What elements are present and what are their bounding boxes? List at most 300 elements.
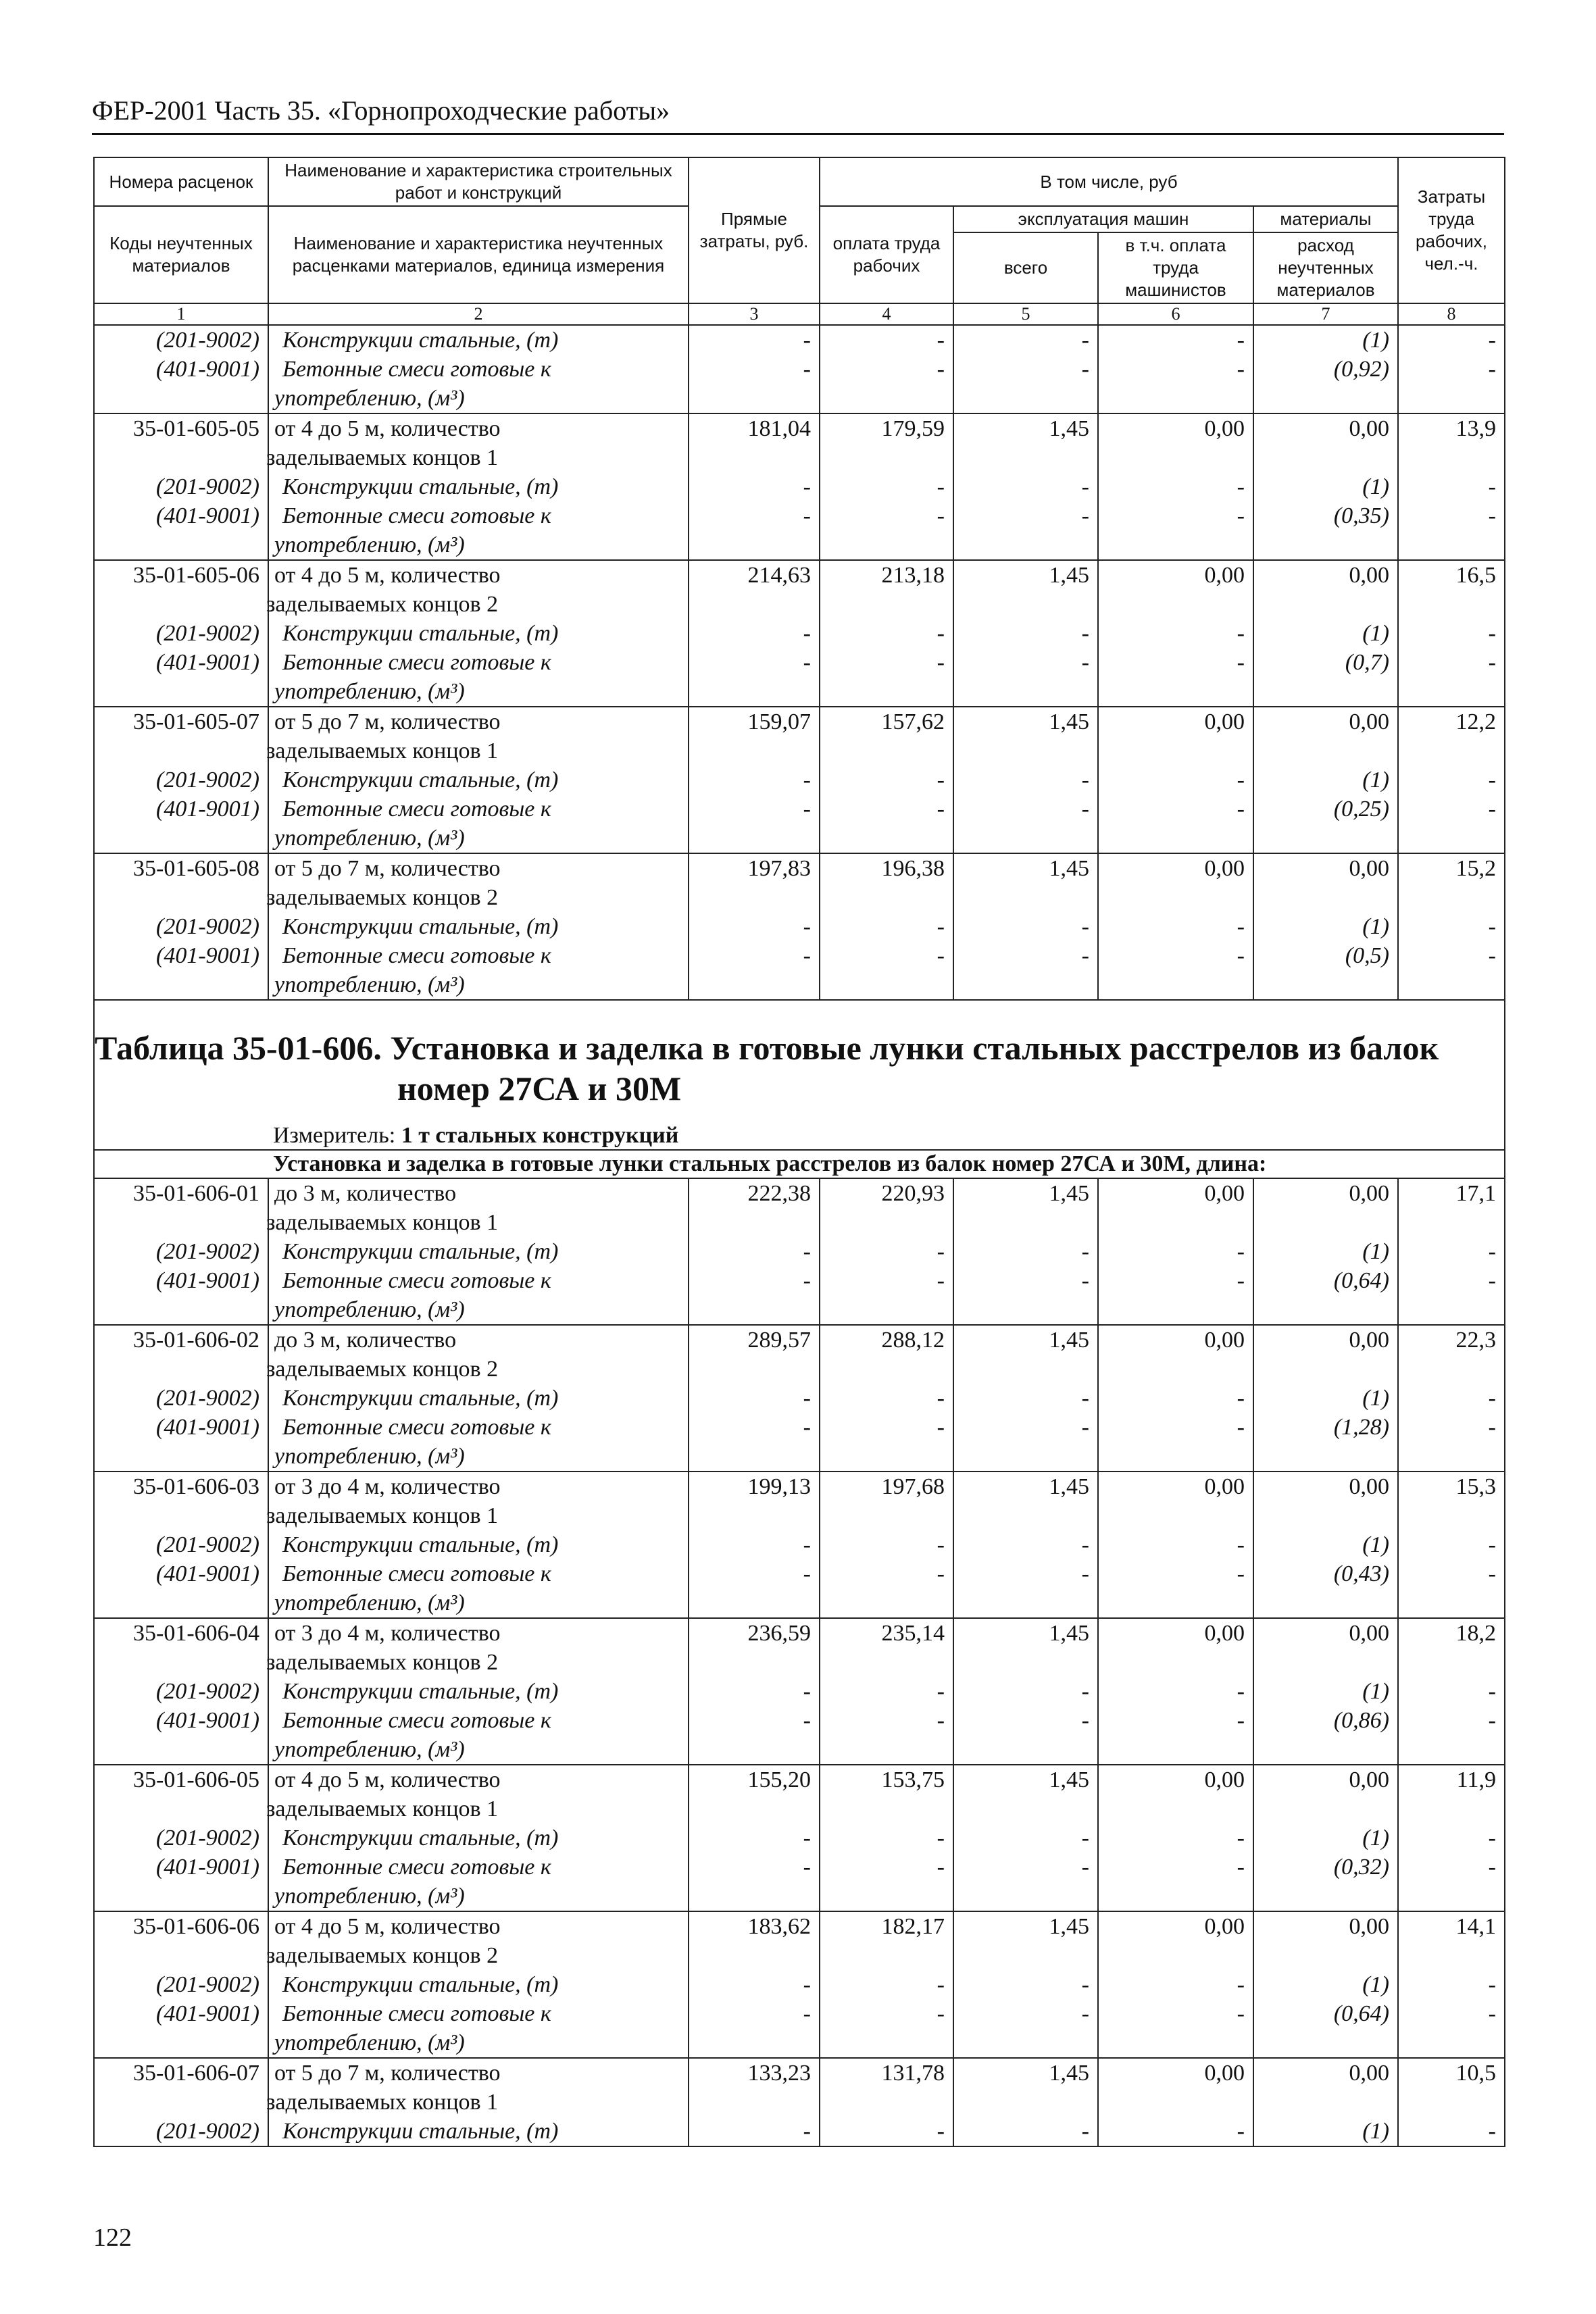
material-row <box>94 1853 1505 1882</box>
empty-cell <box>689 1648 820 1677</box>
material-name: Конструкции стальные, (т) <box>268 912 689 941</box>
material-code: (401-9001) <box>94 1266 268 1295</box>
empty-cell <box>820 1295 953 1325</box>
name-continuation: заделываемых концов 1 <box>268 736 689 765</box>
machines-total-cell: - <box>953 795 1098 824</box>
operator-pay-cell: - <box>1098 912 1253 941</box>
machines-total-cell: 1,45 <box>953 1765 1098 1794</box>
operator-pay-cell: 0,00 <box>1098 1911 1253 1941</box>
machines-total-cell: 1,45 <box>953 1178 1098 1208</box>
header-unaccounted-codes: Коды неучтенных материалов <box>94 206 268 303</box>
labor-hours-cell: - <box>1398 472 1505 501</box>
labor-hours-cell: - <box>1398 1384 1505 1413</box>
rate-row <box>94 560 1505 590</box>
material-name: Бетонные смеси готовые к <box>268 1706 689 1735</box>
rate-code: 35-01-606-01 <box>94 1178 268 1208</box>
labor-hours-cell: 14,1 <box>1398 1911 1505 1941</box>
rate-code: 35-01-606-04 <box>94 1618 268 1648</box>
machines-total-cell: - <box>953 765 1098 795</box>
direct-costs-cell: - <box>689 765 820 795</box>
labor-pay-cell: - <box>820 1970 953 1999</box>
operator-pay-cell: 0,00 <box>1098 853 1253 883</box>
empty-cell <box>1098 1442 1253 1472</box>
operator-pay-cell: - <box>1098 765 1253 795</box>
col-number: 1 <box>94 303 268 325</box>
material-name: Конструкции стальные, (т) <box>268 1530 689 1559</box>
direct-costs-cell: 197,83 <box>689 853 820 883</box>
labor-hours-cell: - <box>1398 1266 1505 1295</box>
materials-cell: (1) <box>1253 1237 1398 1266</box>
material-code: (401-9001) <box>94 1706 268 1735</box>
empty-cell <box>820 1941 953 1970</box>
labor-hours-cell: 13,9 <box>1398 413 1505 443</box>
materials-cell: 0,00 <box>1253 413 1398 443</box>
labor-hours-cell: - <box>1398 2117 1505 2146</box>
direct-costs-cell: - <box>689 941 820 970</box>
rate-name: до 3 м, количество <box>268 1178 689 1208</box>
materials-cell: (1) <box>1253 765 1398 795</box>
header-unaccounted-consumption: расход неучтенных материалов <box>1253 232 1398 303</box>
empty-cell <box>953 824 1098 853</box>
material-name: Бетонные смеси готовые к <box>268 941 689 970</box>
table-title-line1: Таблица 35-01-606. Установка и заделка в готовые лунки стальных расстрелов из балок <box>95 1029 1439 1067</box>
empty-cell <box>689 1501 820 1530</box>
labor-pay-cell: - <box>820 472 953 501</box>
machines-total-cell: - <box>953 1413 1098 1442</box>
continuation-row <box>94 1882 1505 1911</box>
empty-cell <box>1398 1501 1505 1530</box>
material-name: Бетонные смеси готовые к <box>268 355 689 384</box>
rate-block <box>94 325 1505 413</box>
materials-cell: (1,28) <box>1253 1413 1398 1442</box>
empty-cell <box>1098 384 1253 413</box>
labor-hours-cell: 15,2 <box>1398 853 1505 883</box>
machines-total-cell: - <box>953 1999 1098 2028</box>
continuation-row <box>94 384 1505 413</box>
labor-pay-cell: 213,18 <box>820 560 953 590</box>
direct-costs-cell: 236,59 <box>689 1618 820 1648</box>
empty-cell <box>1253 1501 1398 1530</box>
operator-pay-cell: - <box>1098 619 1253 648</box>
rate-name: от 4 до 5 м, количество <box>268 1911 689 1941</box>
labor-pay-cell: - <box>820 941 953 970</box>
materials-cell: (0,64) <box>1253 1266 1398 1295</box>
empty-cell <box>1253 1208 1398 1237</box>
material-name: Конструкции стальные, (т) <box>268 619 689 648</box>
empty-cell <box>1398 2028 1505 2058</box>
empty-cell <box>94 1794 268 1823</box>
col-number: 4 <box>820 303 953 325</box>
labor-pay-cell: - <box>820 1237 953 1266</box>
labor-hours-cell: - <box>1398 1706 1505 1735</box>
material-row <box>94 472 1505 501</box>
empty-cell <box>94 1648 268 1677</box>
empty-cell <box>1398 1355 1505 1384</box>
machines-total-cell: - <box>953 1384 1098 1413</box>
direct-costs-cell: 183,62 <box>689 1911 820 1941</box>
empty-cell <box>1253 1941 1398 1970</box>
material-name: Конструкции стальные, (т) <box>268 325 689 355</box>
material-row <box>94 1999 1505 2028</box>
empty-cell <box>820 590 953 619</box>
name-continuation: заделываемых концов 2 <box>268 1648 689 1677</box>
empty-cell <box>689 1794 820 1823</box>
material-code: (401-9001) <box>94 795 268 824</box>
empty-cell <box>820 1882 953 1911</box>
direct-costs-cell: - <box>689 795 820 824</box>
material-row <box>94 795 1505 824</box>
empty-cell <box>1098 590 1253 619</box>
name-continuation: употреблению, (м³) <box>268 2028 689 2058</box>
rate-name: от 5 до 7 м, количество <box>268 707 689 736</box>
labor-hours-cell: 12,2 <box>1398 707 1505 736</box>
empty-cell <box>820 1208 953 1237</box>
rate-row <box>94 1178 1505 1208</box>
material-code: (201-9002) <box>94 325 268 355</box>
materials-cell: (1) <box>1253 1530 1398 1559</box>
materials-cell: 0,00 <box>1253 707 1398 736</box>
empty-cell <box>1398 824 1505 853</box>
operator-pay-cell: - <box>1098 1970 1253 1999</box>
material-name: Конструкции стальные, (т) <box>268 1384 689 1413</box>
empty-cell <box>1098 1882 1253 1911</box>
material-code: (201-9002) <box>94 1237 268 1266</box>
material-name: Бетонные смеси готовые к <box>268 501 689 530</box>
empty-cell <box>1253 1882 1398 1911</box>
empty-cell <box>689 443 820 472</box>
rate-name: от 4 до 5 м, количество <box>268 413 689 443</box>
empty-cell <box>1098 1588 1253 1618</box>
continuation-row <box>94 677 1505 707</box>
direct-costs-cell: - <box>689 1677 820 1706</box>
material-code: (201-9002) <box>94 1970 268 1999</box>
unit-line <box>95 1109 1504 1149</box>
name-continuation: употреблению, (м³) <box>268 1442 689 1472</box>
empty-cell <box>1098 1208 1253 1237</box>
col-number: 5 <box>953 303 1098 325</box>
operator-pay-cell: - <box>1098 1706 1253 1735</box>
empty-cell <box>94 1882 268 1911</box>
empty-cell <box>1398 1588 1505 1618</box>
continuation-row <box>94 2028 1505 2058</box>
header-direct-costs: Прямые затраты, руб. <box>689 157 820 303</box>
operator-pay-cell: - <box>1098 1413 1253 1442</box>
rate-code: 35-01-605-07 <box>94 707 268 736</box>
material-name: Бетонные смеси готовые к <box>268 1266 689 1295</box>
empty-cell <box>953 1794 1098 1823</box>
operator-pay-cell: - <box>1098 1237 1253 1266</box>
material-code: (401-9001) <box>94 355 268 384</box>
empty-cell <box>94 1442 268 1472</box>
empty-cell <box>94 1501 268 1530</box>
name-continuation: употреблению, (м³) <box>268 1295 689 1325</box>
empty-cell <box>820 736 953 765</box>
empty-cell <box>689 883 820 912</box>
material-row <box>94 1970 1505 1999</box>
empty-cell <box>94 443 268 472</box>
header-work-name: Наименование и характеристика строительных работ и конструкций <box>268 157 689 206</box>
labor-pay-cell: - <box>820 765 953 795</box>
machines-total-cell: - <box>953 1823 1098 1853</box>
operator-pay-cell: 0,00 <box>1098 1472 1253 1501</box>
direct-costs-cell: - <box>689 1413 820 1442</box>
empty-cell <box>94 1295 268 1325</box>
empty-cell <box>953 1501 1098 1530</box>
rates-table <box>93 157 1505 2147</box>
material-name: Бетонные смеси готовые к <box>268 648 689 677</box>
empty-cell <box>953 530 1098 560</box>
materials-cell: (1) <box>1253 619 1398 648</box>
header-labor-costs: Затраты труда рабочих, чел.-ч. <box>1398 157 1505 303</box>
direct-costs-cell: 181,04 <box>689 413 820 443</box>
empty-cell <box>1098 883 1253 912</box>
rate-row <box>94 1765 1505 1794</box>
header-total: всего <box>953 232 1098 303</box>
labor-pay-cell: - <box>820 1706 953 1735</box>
empty-cell <box>953 1588 1098 1618</box>
continuation-row <box>94 443 1505 472</box>
direct-costs-cell: - <box>689 912 820 941</box>
labor-hours-cell: - <box>1398 619 1505 648</box>
continuation-row <box>94 883 1505 912</box>
operator-pay-cell: 0,00 <box>1098 707 1253 736</box>
rate-block <box>94 2058 1505 2146</box>
machines-total-cell: - <box>953 912 1098 941</box>
continuation-row <box>94 1941 1505 1970</box>
material-row <box>94 1237 1505 1266</box>
empty-cell <box>689 970 820 1000</box>
labor-hours-cell: - <box>1398 941 1505 970</box>
materials-cell: (0,43) <box>1253 1559 1398 1588</box>
empty-cell <box>1253 824 1398 853</box>
material-code: (401-9001) <box>94 1559 268 1588</box>
materials-cell: 0,00 <box>1253 560 1398 590</box>
header-labor-pay: оплата труда рабочих <box>820 206 953 303</box>
empty-cell <box>953 1295 1098 1325</box>
materials-cell: (1) <box>1253 1677 1398 1706</box>
empty-cell <box>953 384 1098 413</box>
materials-cell: (0,64) <box>1253 1999 1398 2028</box>
empty-cell <box>820 384 953 413</box>
labor-hours-cell: - <box>1398 1237 1505 1266</box>
direct-costs-cell: - <box>689 619 820 648</box>
empty-cell <box>94 1588 268 1618</box>
empty-cell <box>689 1882 820 1911</box>
machines-total-cell: 1,45 <box>953 1472 1098 1501</box>
machines-total-cell: - <box>953 325 1098 355</box>
empty-cell <box>689 1588 820 1618</box>
direct-costs-cell: 214,63 <box>689 560 820 590</box>
name-continuation: употреблению, (м³) <box>268 384 689 413</box>
labor-pay-cell: 153,75 <box>820 1765 953 1794</box>
unit-value: 1 т стальных конструкций <box>401 1123 679 1148</box>
machines-total-cell: 1,45 <box>953 2058 1098 2088</box>
machines-total-cell: 1,45 <box>953 853 1098 883</box>
direct-costs-cell: - <box>689 1530 820 1559</box>
empty-cell <box>94 1941 268 1970</box>
direct-costs-cell: - <box>689 1970 820 1999</box>
continuation-row <box>94 1442 1505 1472</box>
operator-pay-cell: - <box>1098 355 1253 384</box>
materials-cell: (0,7) <box>1253 648 1398 677</box>
material-row <box>94 1677 1505 1706</box>
empty-cell <box>953 443 1098 472</box>
material-row <box>94 1266 1505 1295</box>
material-row <box>94 1706 1505 1735</box>
material-name: Бетонные смеси готовые к <box>268 1999 689 2028</box>
empty-cell <box>94 677 268 707</box>
material-name: Бетонные смеси готовые к <box>268 1853 689 1882</box>
continuation-row <box>94 736 1505 765</box>
labor-pay-cell: 182,17 <box>820 1911 953 1941</box>
empty-cell <box>1253 883 1398 912</box>
labor-pay-cell: - <box>820 1823 953 1853</box>
empty-cell <box>1398 1941 1505 1970</box>
labor-hours-cell: 17,1 <box>1398 1178 1505 1208</box>
machines-total-cell: 1,45 <box>953 1618 1098 1648</box>
name-continuation: заделываемых концов 1 <box>268 1501 689 1530</box>
continuation-row <box>94 1648 1505 1677</box>
material-row <box>94 325 1505 355</box>
material-row <box>94 619 1505 648</box>
materials-cell: (0,86) <box>1253 1706 1398 1735</box>
empty-cell <box>1398 677 1505 707</box>
table-title <box>95 1028 1504 1109</box>
empty-cell <box>1098 1648 1253 1677</box>
rate-row <box>94 413 1505 443</box>
labor-pay-cell: - <box>820 795 953 824</box>
empty-cell <box>953 970 1098 1000</box>
material-row <box>94 1559 1505 1588</box>
empty-cell <box>1253 384 1398 413</box>
materials-cell: (1) <box>1253 2117 1398 2146</box>
continuation-row <box>94 1735 1505 1765</box>
material-code: (401-9001) <box>94 1853 268 1882</box>
empty-cell <box>689 1295 820 1325</box>
rate-code: 35-01-606-05 <box>94 1765 268 1794</box>
materials-cell: (0,35) <box>1253 501 1398 530</box>
empty-cell <box>1253 590 1398 619</box>
labor-pay-cell: 131,78 <box>820 2058 953 2088</box>
labor-hours-cell: - <box>1398 325 1505 355</box>
direct-costs-cell: 159,07 <box>689 707 820 736</box>
material-code: (401-9001) <box>94 501 268 530</box>
operator-pay-cell: - <box>1098 648 1253 677</box>
material-code: (201-9002) <box>94 1530 268 1559</box>
empty-cell <box>1253 1355 1398 1384</box>
labor-pay-cell: - <box>820 1559 953 1588</box>
direct-costs-cell: - <box>689 648 820 677</box>
material-name: Конструкции стальные, (т) <box>268 1677 689 1706</box>
machines-total-cell: - <box>953 1677 1098 1706</box>
material-row <box>94 1384 1505 1413</box>
labor-hours-cell: - <box>1398 765 1505 795</box>
materials-cell: 0,00 <box>1253 853 1398 883</box>
page-number: 122 <box>93 2223 132 2252</box>
machines-total-cell: - <box>953 941 1098 970</box>
empty-cell <box>94 384 268 413</box>
operator-pay-cell: - <box>1098 501 1253 530</box>
empty-cell <box>1253 1735 1398 1765</box>
name-continuation: заделываемых концов 2 <box>268 883 689 912</box>
material-name: Бетонные смеси готовые к <box>268 1413 689 1442</box>
rate-block <box>94 1765 1505 1911</box>
material-name: Конструкции стальные, (т) <box>268 765 689 795</box>
rate-block <box>94 560 1505 707</box>
empty-cell <box>953 2028 1098 2058</box>
materials-cell: (1) <box>1253 912 1398 941</box>
col-number: 6 <box>1098 303 1253 325</box>
empty-cell <box>1398 1648 1505 1677</box>
operator-pay-cell: - <box>1098 1853 1253 1882</box>
materials-cell: (1) <box>1253 325 1398 355</box>
rate-block <box>94 1911 1505 2058</box>
material-name: Конструкции стальные, (т) <box>268 472 689 501</box>
rate-code: 35-01-606-06 <box>94 1911 268 1941</box>
machines-total-cell: - <box>953 1266 1098 1295</box>
materials-cell: (1) <box>1253 1970 1398 1999</box>
direct-costs-cell: - <box>689 1853 820 1882</box>
empty-cell <box>1098 824 1253 853</box>
labor-hours-cell: 16,5 <box>1398 560 1505 590</box>
col-number: 3 <box>689 303 820 325</box>
empty-cell <box>953 883 1098 912</box>
rate-name: от 3 до 4 м, количество <box>268 1618 689 1648</box>
rate-code: 35-01-606-03 <box>94 1472 268 1501</box>
col-number: 7 <box>1253 303 1398 325</box>
direct-costs-cell: - <box>689 472 820 501</box>
machines-total-cell: - <box>953 501 1098 530</box>
labor-hours-cell: - <box>1398 501 1505 530</box>
empty-cell <box>1253 677 1398 707</box>
material-code: (201-9002) <box>94 1677 268 1706</box>
labor-hours-cell: - <box>1398 648 1505 677</box>
empty-cell <box>820 1588 953 1618</box>
name-continuation: употреблению, (м³) <box>268 530 689 560</box>
empty-cell <box>820 2088 953 2117</box>
empty-cell <box>1098 2028 1253 2058</box>
col-number: 2 <box>268 303 689 325</box>
material-code: (201-9002) <box>94 472 268 501</box>
labor-pay-cell: - <box>820 1266 953 1295</box>
materials-cell: 0,00 <box>1253 1178 1398 1208</box>
continuation-row <box>94 970 1505 1000</box>
empty-cell <box>1253 736 1398 765</box>
labor-pay-cell: - <box>820 1413 953 1442</box>
operator-pay-cell: 0,00 <box>1098 1325 1253 1355</box>
labor-hours-cell: 18,2 <box>1398 1618 1505 1648</box>
empty-cell <box>1398 2088 1505 2117</box>
materials-cell: 0,00 <box>1253 1325 1398 1355</box>
labor-pay-cell: - <box>820 1999 953 2028</box>
labor-pay-cell: - <box>820 1530 953 1559</box>
continuation-row <box>94 824 1505 853</box>
empty-cell <box>1098 1794 1253 1823</box>
operator-pay-cell: - <box>1098 1559 1253 1588</box>
empty-cell <box>1398 736 1505 765</box>
empty-cell <box>689 736 820 765</box>
empty-cell <box>94 2028 268 2058</box>
empty-cell <box>1253 1295 1398 1325</box>
empty-cell <box>1398 384 1505 413</box>
direct-costs-cell: - <box>689 1823 820 1853</box>
empty-cell <box>820 677 953 707</box>
rate-name: от 3 до 4 м, количество <box>268 1472 689 1501</box>
name-continuation: употреблению, (м³) <box>268 1735 689 1765</box>
material-row <box>94 941 1505 970</box>
empty-cell <box>1253 1794 1398 1823</box>
empty-cell <box>1398 1442 1505 1472</box>
